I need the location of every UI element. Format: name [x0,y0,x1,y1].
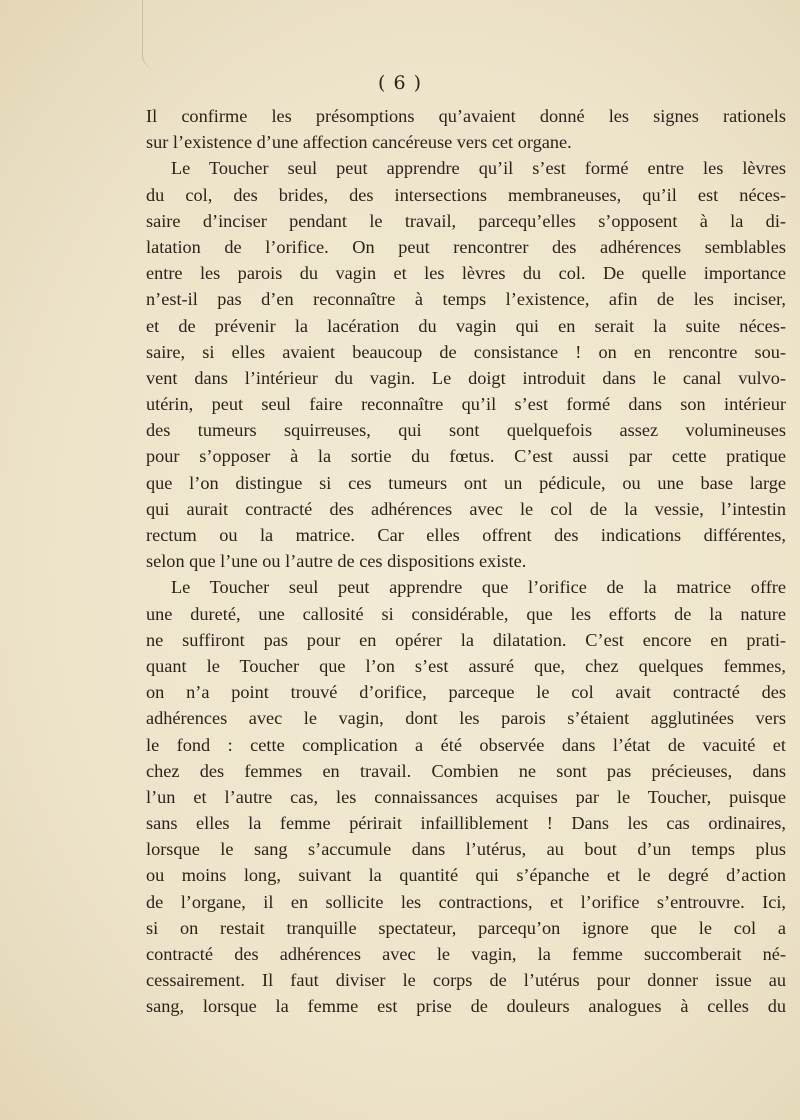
text-line: ou moins long, suivant la quantité qui s’épanche et le degré d’action [146,865,786,886]
text-line: du col, des brides, des intersections membraneuses, qu’il est néces- [146,184,786,205]
text-line: qui aurait contracté des adhérences avec le col de la vessie, l’intestin [146,498,786,519]
text-line: ne suffiront pas pour en opérer la dilatation. C’est encore en prati- [146,629,786,650]
text-line: contracté des adhérences avec le vagin, la femme succomberait né- [146,944,786,964]
text-line: des tumeurs squirreuses, qui sont quelquefois assez volumineuses [146,420,786,441]
text-line: l’un et l’autre cas, les connaissances acquises par le Toucher, puisque [146,786,786,807]
body-text [146,103,786,1020]
text-line: adhérences avec le vagin, dont les parois s’étaient agglutinées vers [146,708,786,729]
text-line: le fond : cette complication a été observée dans l’état de vacuité et [146,734,786,755]
paper-edge-mark [142,0,157,70]
text-line: pour s’opposer à la sortie du fœtus. C’est aussi par cette pratique [146,446,786,467]
text-line: selon que l’une ou l’autre de ces dispositions existe. [146,551,527,572]
text-line: de l’organe, il en sollicite les contractions, et l’orifice s’entrouvre. Ici, [146,891,786,912]
text-line: chez des femmes en travail. Combien ne sont pas précieuses, dans [146,760,786,781]
text-line: une dureté, une callosité si considérable, que les efforts de la nature [146,603,786,624]
text-line: latation de l’orifice. On peut rencontrer des adhérences semblables [146,236,786,257]
text-line: sang, lorsque la femme est prise de douleurs analogues à celles du [146,996,786,1017]
text-line: saire, si elles avaient beaucoup de consistance ! on en rencontre sou- [146,341,786,362]
text-line: saire d’inciser pendant le travail, parcequ’elles s’opposent à la di- [146,210,786,231]
text-line: si on restait tranquille spectateur, parcequ’on ignore que le col a [146,917,786,938]
text-line: Le Toucher seul peut apprendre qu’il s’est formé entre les lèvres [171,158,786,179]
text-line: et de prévenir la lacération du vagin qui en serait la suite néces- [146,315,786,336]
text-line: lorsque le sang s’accumule dans l’utérus, au bout d’un temps plus [146,839,786,860]
text-line: rectum ou la matrice. Car elles offrent des indications différentes, [146,525,786,545]
page-number: ( 6 ) [378,72,422,94]
text-line: cessairement. Il faut diviser le corps de l’utérus pour donner issue au [146,970,786,991]
text-line: Il confirme les présomptions qu’avaient donné les signes rationels [146,106,786,126]
text-line: utérin, peut seul faire reconnaître qu’il s’est formé dans son intérieur [146,394,786,415]
text-line: Le Toucher seul peut apprendre que l’orifice de la matrice offre [171,577,786,598]
text-line: sur l’existence d’une affection cancéreuse vers cet organe. [146,132,572,153]
text-line: sans elles la femme périrait infailliblement ! Dans les cas ordinaires, [146,813,786,834]
text-line: entre les parois du vagin et les lèvres du col. De quelle importance [146,263,786,284]
text-line: n’est-il pas d’en reconnaître à temps l’existence, afin de les inciser, [146,289,786,310]
text-line: on n’a point trouvé d’orifice, parceque le col avait contracté des [146,682,786,703]
text-line: que l’on distingue si ces tumeurs ont un pédicule, ou une base large [146,472,786,493]
text-line: vent dans l’intérieur du vagin. Le doigt introduit dans le canal vulvo- [146,367,786,388]
text-line: quant le Toucher que l’on s’est assuré que, chez quelques femmes, [146,655,786,676]
